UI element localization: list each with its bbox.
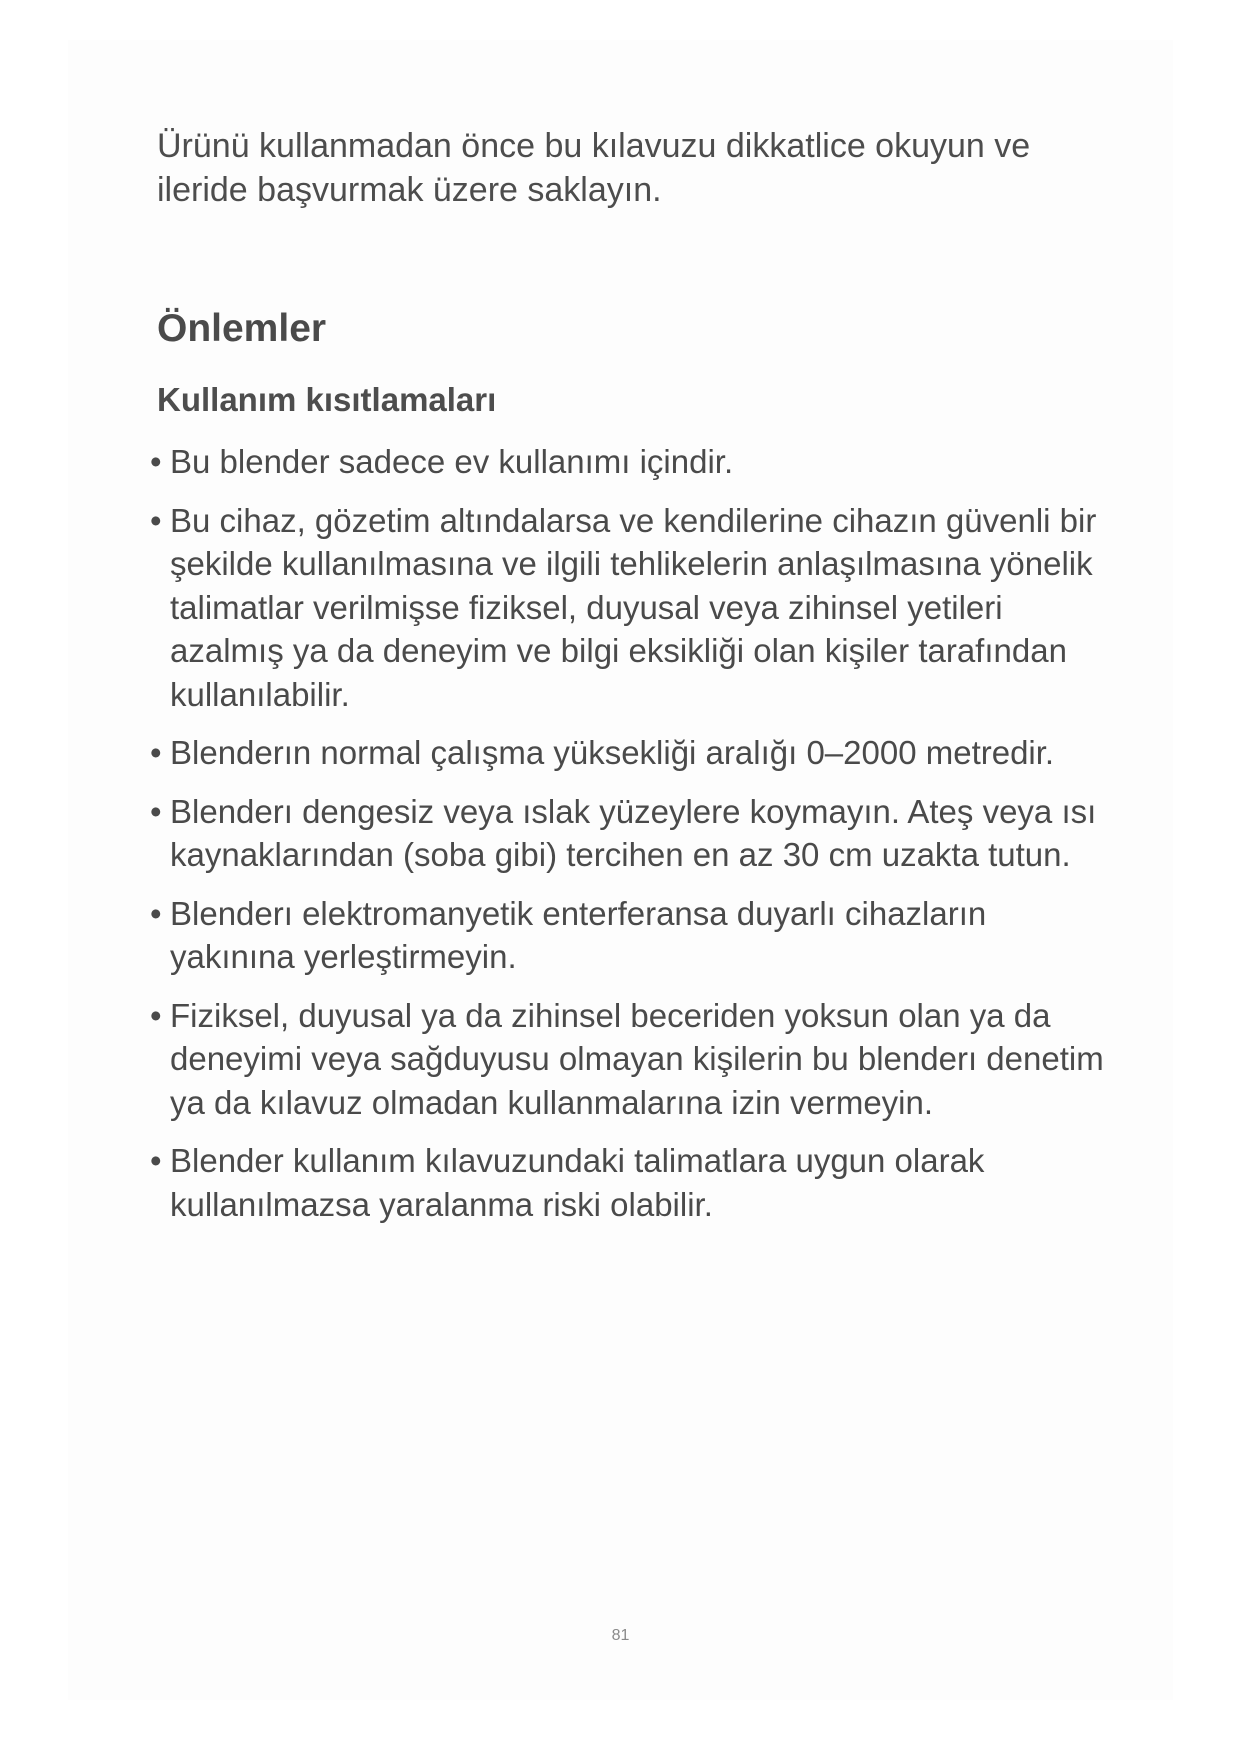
- intro-text: Ürünü kullanmadan önce bu kılavuzu dikkatlice okuyun ve ileride başvurmak üzere saklayın.: [157, 127, 1031, 209]
- list-item: [150, 499, 1120, 717]
- list-item-text: Blenderı dengesiz veya ıslak yüzeylere koymayın. Ateş veya ısı kaynaklarından (soba gibi) tercihen en az 30 cm uzakta tutun.: [170, 792, 1097, 873]
- list-item: [150, 892, 1120, 979]
- restrictions-list: [150, 440, 1120, 1241]
- page-number: 81: [611, 1627, 630, 1644]
- list-item-text: Bu blender sadece ev kullanımı içindir.: [170, 443, 734, 480]
- list-item: [150, 1139, 1120, 1226]
- list-item: [150, 440, 1120, 484]
- list-item-text: Bu cihaz, gözetim altındalarsa ve kendilerine cihazın güvenli bir şekilde kullanılmasına ve ilgili tehlikelerin anlaşılmasına yönelik talimatlar verilmişse fiziksel, duyusal veya zihinsel yetileri azalmış ya da deneyim ve bilgi eksikliği olan kişiler tarafından kullanılabilir.: [170, 501, 1097, 713]
- list-item-text: Blenderı elektromanyetik enterferansa duyarlı cihazların yakınına yerleştirmeyin.: [170, 894, 987, 975]
- bullet-icon: •: [150, 894, 162, 932]
- bullet-icon: •: [150, 501, 162, 539]
- bullet-icon: •: [150, 996, 162, 1034]
- bullet-icon: •: [150, 443, 162, 480]
- bullet-icon: •: [150, 734, 162, 771]
- bullet-icon: •: [150, 792, 162, 830]
- subsection-title: Kullanım kısıtlamaları: [157, 381, 497, 418]
- section-title: Önlemler: [157, 307, 327, 350]
- list-item: [150, 994, 1120, 1125]
- list-item-text: Fiziksel, duyusal ya da zihinsel beceriden yoksun olan ya da deneyimi veya sağduyusu olmayan kişilerin bu blenderı denetim ya da kılavuz olmadan kullanmalarına izin vermeyin.: [170, 996, 1104, 1121]
- list-item-text: Blenderın normal çalışma yüksekliği aralığı 0–2000 metredir.: [170, 734, 1055, 771]
- list-item: [150, 790, 1120, 877]
- bullet-icon: •: [150, 1142, 162, 1179]
- list-item-text: Blender kullanım kılavuzundaki talimatlara uygun olarak kullanılmazsa yaralanma riski olabilir.: [170, 1142, 985, 1223]
- list-item: [150, 731, 1120, 775]
